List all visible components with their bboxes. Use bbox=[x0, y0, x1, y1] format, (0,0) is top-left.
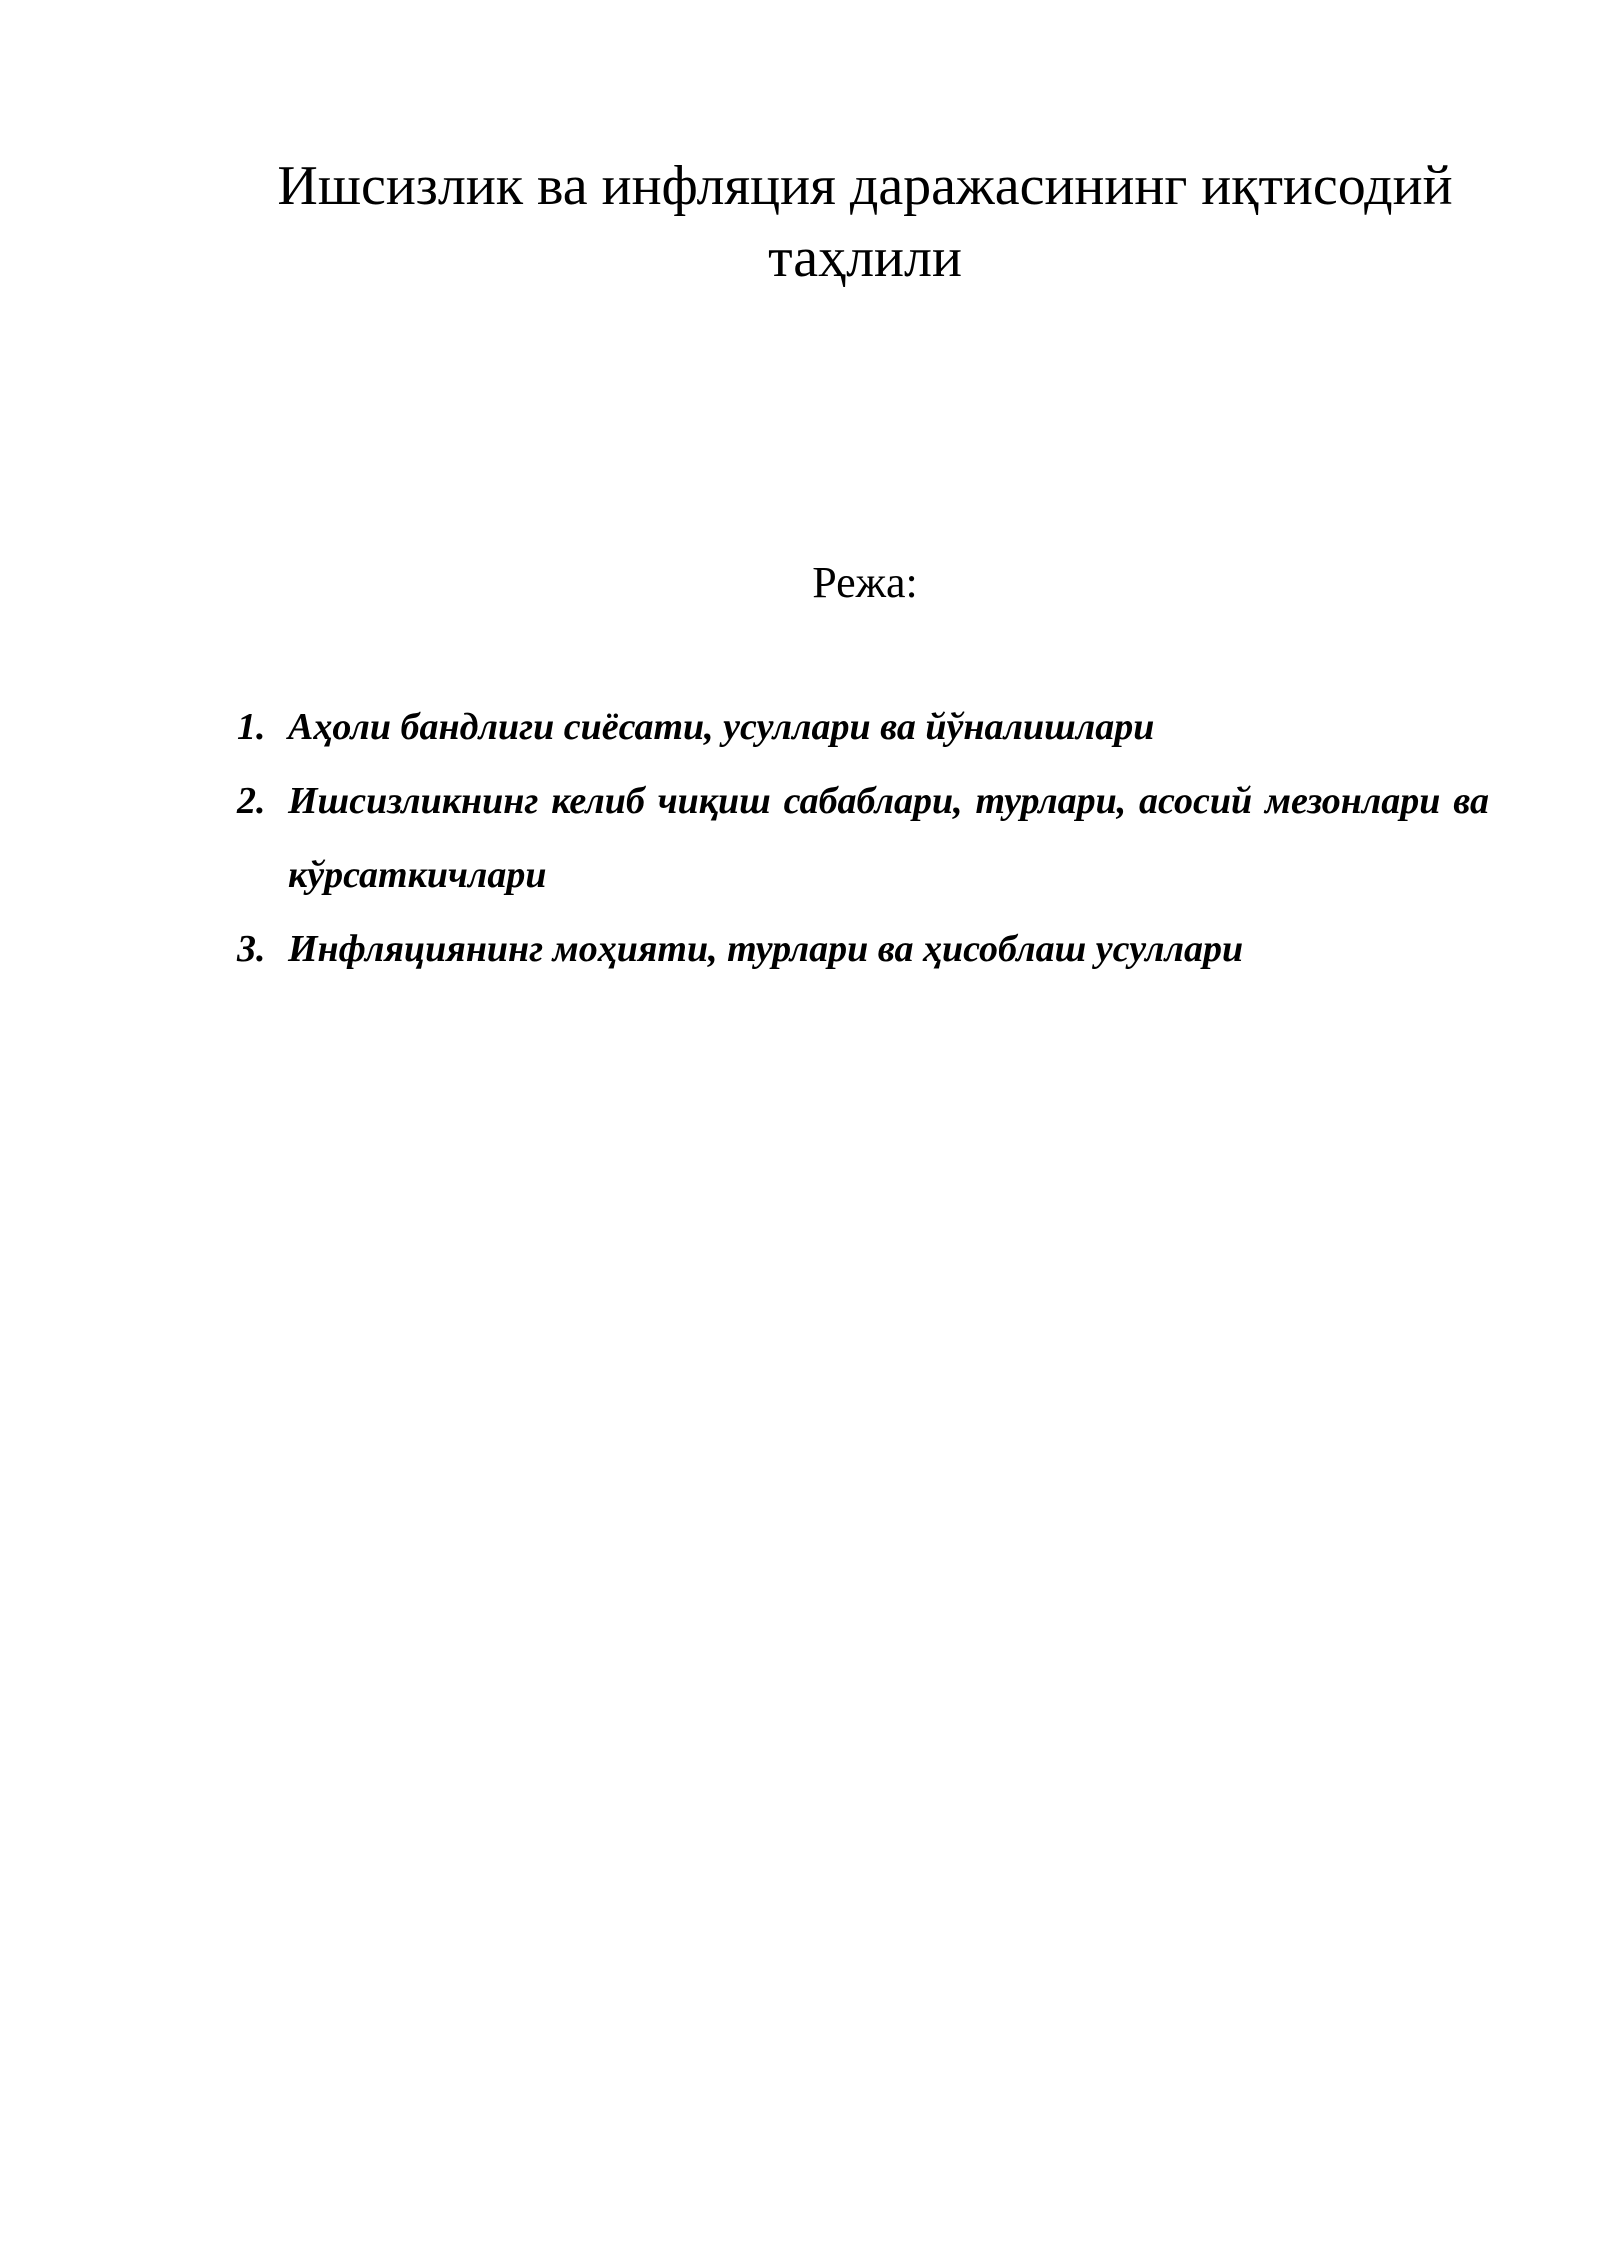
plan-heading: Режа: bbox=[812, 558, 918, 607]
plan-item-text: Инфляциянинг моҳияти, турлари ва ҳисоблаш усуллари bbox=[288, 928, 1244, 970]
plan-item-number: 1. bbox=[237, 706, 266, 748]
document-title: Ишсизлик ва инфляция даражасининг иқтисодий таҳлили bbox=[277, 155, 1453, 289]
plan-item-text: Ишсизликнинг келиб чиқиш сабаблари, турлари, асосий мезонлари ва кўрсаткичлари bbox=[288, 780, 1489, 896]
plan-item-number: 3. bbox=[237, 928, 266, 970]
plan-item bbox=[237, 764, 1489, 912]
plan-item bbox=[237, 690, 1489, 764]
plan-item-text: Аҳоли бандлиги сиёсати, усуллари ва йўналишлари bbox=[288, 706, 1155, 748]
plan-item-number: 2. bbox=[237, 780, 266, 822]
plan-list bbox=[237, 690, 1489, 986]
plan-item bbox=[237, 912, 1489, 986]
